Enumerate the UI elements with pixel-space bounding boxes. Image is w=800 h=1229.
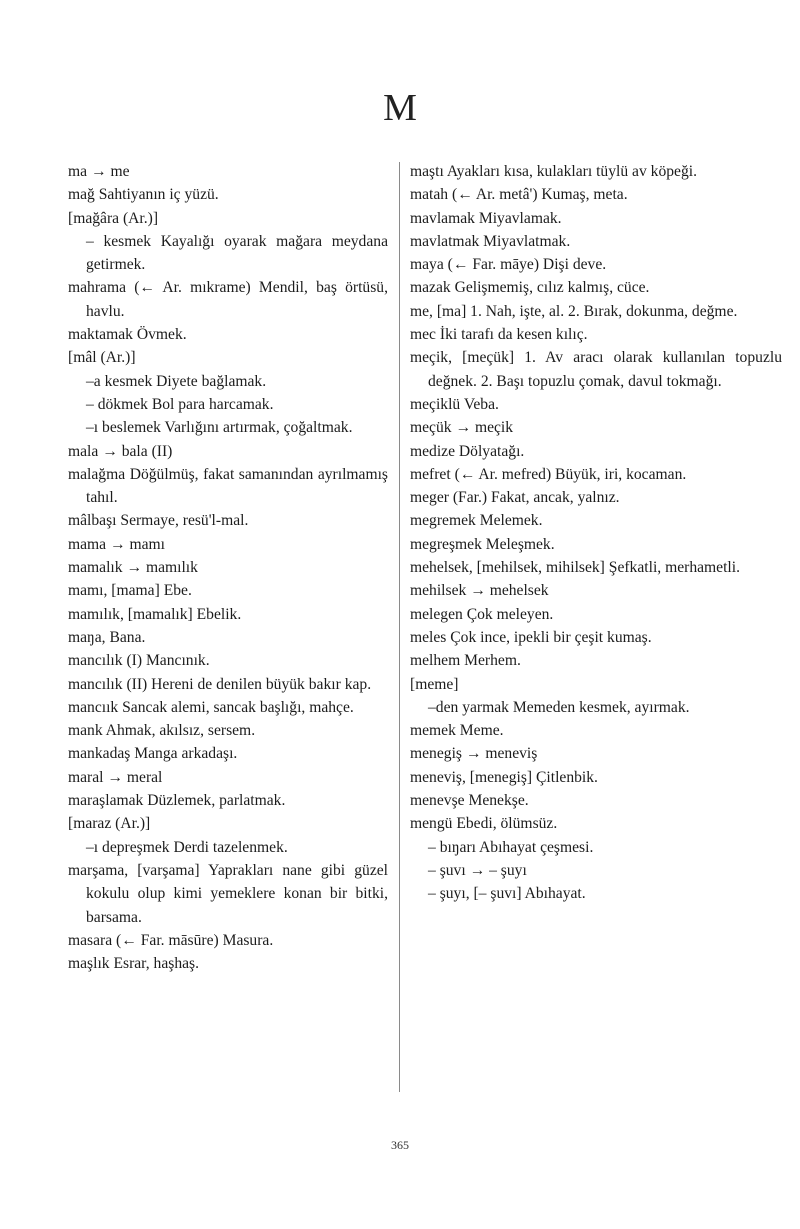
entry-text: mancılık (II) Hereni de denilen büyük bakır kap. [68, 675, 372, 693]
entry-mavlatmak [410, 230, 782, 253]
subentry-beslemek [68, 416, 388, 439]
subentry-kesmek [68, 230, 388, 277]
entry-mank [68, 719, 388, 742]
entry-text: me, [ma] 1. Nah, işte, al. 2. Bırak, dokunma, değme. [410, 302, 738, 320]
entry-text: meçiklü Veba. [410, 395, 499, 413]
entry-mala [68, 440, 388, 463]
entry-mankadas [68, 742, 388, 765]
entry-text: mamalık → mamılık [68, 559, 198, 577]
entry-text: mala → bala (II) [68, 442, 173, 460]
entry-text: – bıŋarı Abıhayat çeşmesi. [428, 838, 594, 856]
entry-text: meçük → meçik [410, 419, 514, 437]
subentry-a-kesmek [68, 370, 388, 393]
entry-mecik [410, 346, 782, 393]
entry-menegis [410, 742, 782, 765]
entry-mana [68, 626, 388, 649]
entry-mamalik [68, 556, 388, 579]
entry-text: maştı Ayakları kısa, kulakları tüylü av köpeği. [410, 163, 697, 180]
entry-text: maral → meral [68, 768, 163, 786]
entry-text: mec İki tarafı da kesen kılıç. [410, 326, 588, 344]
entry-text: maraşlamak Düzlemek, parlatmak. [68, 792, 286, 810]
entry-text: megreşmek Meleşmek. [410, 535, 555, 553]
entry-text: melegen Çok meleyen. [410, 605, 554, 623]
entry-text: mazak Gelişmemiş, cılız kalmış, cüce. [410, 279, 650, 297]
entry-maya [410, 253, 782, 276]
entry-meles [410, 626, 782, 649]
page-number: 365 [391, 1138, 409, 1152]
entry-text: melhem Merhem. [410, 652, 521, 670]
entry-me [410, 300, 782, 323]
entry-text: maktamak Övmek. [68, 326, 187, 344]
entry-text: menegiş → meneviş [410, 745, 538, 763]
entry-megresmek [410, 533, 782, 556]
entry-meciklu [410, 393, 782, 416]
entry-text: ma → me [68, 163, 130, 180]
entry-mehilsek [410, 579, 782, 602]
entry-text: mavlatmak Miyavlatmak. [410, 232, 571, 250]
entry-maraslamak [68, 789, 388, 812]
entry-mengu [410, 812, 782, 835]
entry-text: marşama, [varşama] Yaprakları nane gibi güzel kokulu olup kimi yemeklere konan bir bitki, barsama. [68, 861, 388, 926]
entry-mecuk [410, 416, 782, 439]
entry-text: mâlbaşı Sermaye, resü'l-mal. [68, 512, 249, 530]
entry-menevse [410, 789, 782, 812]
entry-text: menevşe Menekşe. [410, 792, 529, 810]
entry-mancilik-2 [68, 673, 388, 696]
entry-text: –ı depreşmek Derdi tazelenmek. [86, 838, 288, 856]
entry-text: megremek Melemek. [410, 512, 543, 530]
entry-text: – kesmek Kayalığı oyarak mağara meydana getirmek. [86, 232, 388, 274]
entry-mancilik-1 [68, 649, 388, 672]
entry-text: mank Ahmak, akılsız, sersem. [68, 722, 256, 740]
entry-text: mehelsek, [mehilsek, mihilsek] Şefkatli, merhametli. [410, 559, 740, 577]
entry-medize [410, 440, 782, 463]
entry-text: meger (Far.) Fakat, ancak, yalnız. [410, 489, 620, 507]
entry-text: mefret (← Ar. mefred) Büyük, iri, kocaman. [410, 465, 687, 483]
entry-mami [68, 579, 388, 602]
subentry-binari [410, 836, 782, 859]
entry-text: maŋa, Bana. [68, 628, 146, 646]
entry-mec [410, 323, 782, 346]
entry-text: meçik, [meçük] 1. Av aracı olarak kullanılan topuzlu değnek. 2. Başı topuzlu çomak, davul tokmağı. [410, 349, 782, 390]
entry-mancik [68, 696, 388, 719]
entry-text: masara (← Far. māsūre) Masura. [68, 931, 274, 949]
entry-text: mavlamak Miyavlamak. [410, 209, 562, 227]
entry-melegen [410, 603, 782, 626]
entry-text: – şuvı → – şuyı [428, 861, 527, 879]
entry-maraz [68, 812, 388, 835]
subentry-depresmek [68, 836, 388, 859]
entry-memek [410, 719, 782, 742]
entry-text: meles Çok ince, ipekli bir çeşit kumaş. [410, 628, 652, 646]
entry-maktamak [68, 323, 388, 346]
entry-text: mehilsek → mehelsek [410, 582, 549, 600]
entry-text: –a kesmek Diyete bağlamak. [86, 372, 267, 390]
entry-text: [meme] [410, 675, 459, 693]
entry-text: –den yarmak Memeden kesmek, ayırmak. [428, 698, 690, 716]
subentry-suvi [410, 859, 782, 882]
entry-matah [410, 183, 782, 206]
entry-text: [mâl (Ar.)] [68, 349, 136, 367]
entry-mefret [410, 463, 782, 486]
entry-marsama [68, 859, 388, 929]
entry-text: mağ Sahtiyanın iç yüzü. [68, 186, 219, 204]
entry-mazak [410, 276, 782, 299]
entry-text: –ı beslemek Varlığını artırmak, çoğaltmak. [86, 419, 353, 437]
entry-masara [68, 929, 388, 952]
entry-maslik [68, 952, 388, 975]
entry-mavlamak [410, 207, 782, 230]
subentry-dokmek [68, 393, 388, 416]
entry-text: mama → mamı [68, 535, 166, 553]
subentry-den-yarmak [410, 696, 782, 719]
column-divider [399, 162, 400, 1092]
entry-text: – dökmek Bol para harcamak. [86, 395, 274, 413]
entry-text: mancılık (I) Mancınık. [68, 652, 210, 670]
entry-maral [68, 766, 388, 789]
entry-text: mamı, [mama] Ebe. [68, 582, 192, 600]
entry-text: mankadaş Manga arkadaşı. [68, 745, 238, 763]
entry-text: matah (← Ar. metâ') Kumaş, meta. [410, 186, 628, 204]
left-column [68, 160, 388, 975]
entry-text: malağma Döğülmüş, fakat samanından ayrılmamış tahıl. [68, 465, 388, 507]
entry-text: – şuyı, [– şuvı] Abıhayat. [428, 885, 586, 903]
entry-magara [68, 207, 388, 230]
entry-mamilik [68, 603, 388, 626]
entry-menevis [410, 766, 782, 789]
entry-meme [410, 673, 782, 696]
entry-mal [68, 346, 388, 369]
entry-text: maya (← Far. māye) Dişi deve. [410, 256, 607, 274]
right-column [410, 160, 782, 906]
entry-text: meneviş, [menegiş] Çitlenbik. [410, 768, 598, 786]
section-letter: M [383, 87, 417, 129]
entry-text: mancıık Sancak alemi, sancak başlığı, mahçe. [68, 698, 354, 716]
entry-text: maşlık Esrar, haşhaş. [68, 955, 200, 973]
entry-malagma [68, 463, 388, 510]
entry-mehelsek [410, 556, 782, 579]
entry-mahrama [68, 276, 388, 323]
entry-text: mahrama (← Ar. mıkrame) Mendil, baş örtüsü, havlu. [68, 279, 388, 320]
entry-text: medize Dölyatağı. [410, 442, 525, 460]
entry-text: [mağâra (Ar.)] [68, 209, 159, 227]
subentry-suyi [410, 882, 782, 905]
entry-meger [410, 486, 782, 509]
entry-melhem [410, 649, 782, 672]
entry-text: mengü Ebedi, ölümsüz. [410, 815, 558, 833]
entry-text: [maraz (Ar.)] [68, 815, 151, 833]
entry-megremek [410, 509, 782, 532]
entry-text: memek Meme. [410, 722, 504, 740]
entry-text: mamılık, [mamalık] Ebelik. [68, 605, 242, 623]
entry-ma [68, 160, 388, 183]
entry-masti [410, 160, 782, 183]
entry-mag [68, 183, 388, 206]
entry-malbasi [68, 509, 388, 532]
entry-mama [68, 533, 388, 556]
